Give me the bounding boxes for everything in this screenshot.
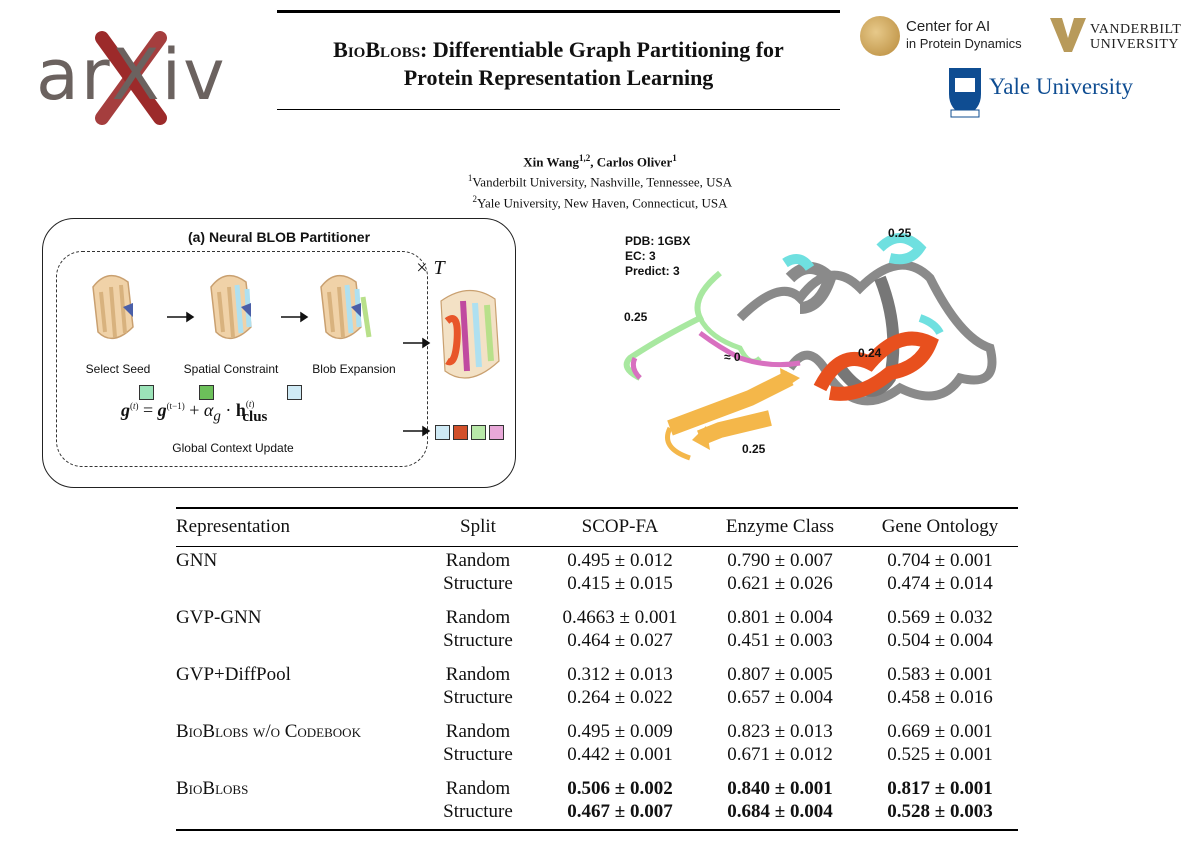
author-1-sup: 1,2 bbox=[579, 153, 591, 163]
panel-a-title: (a) Neural BLOB Partitioner bbox=[187, 229, 371, 245]
author-2-sup: 1 bbox=[672, 153, 677, 163]
table-cell-split: Random bbox=[445, 778, 511, 799]
table-cell-go: 0.583 ± 0.001 bbox=[887, 664, 993, 685]
table-cell-ec: 0.671 ± 0.012 bbox=[727, 744, 833, 765]
protein-structure-figure bbox=[600, 218, 1020, 496]
context-square-lightblue bbox=[287, 385, 302, 400]
vu-line1: VANDERBILT bbox=[1090, 22, 1182, 37]
table-cell-rep: BioBlobs w/o Codebook bbox=[176, 721, 361, 742]
table-cell-split: Random bbox=[445, 664, 511, 685]
title-bioblobs: BioBlobs bbox=[333, 37, 421, 62]
table-cell-scop: 0.415 ± 0.015 bbox=[567, 573, 673, 594]
affiliation-1 bbox=[300, 170, 900, 190]
predict-label: Predict: 3 bbox=[625, 264, 680, 278]
table-cell-scop: 0.464 ± 0.027 bbox=[567, 630, 673, 651]
table-cell-go: 0.474 ± 0.014 bbox=[887, 573, 993, 594]
title-rule-top bbox=[277, 10, 840, 13]
table-cell-split: Random bbox=[445, 607, 511, 628]
table-cell-scop: 0.495 ± 0.009 bbox=[567, 721, 673, 742]
score-label-cyan: 0.25 bbox=[888, 226, 912, 240]
output-square-green bbox=[471, 425, 486, 440]
table-cell-ec: 0.657 ± 0.004 bbox=[727, 687, 833, 708]
affiliation-2 bbox=[300, 191, 900, 211]
table-cell-go: 0.669 ± 0.001 bbox=[887, 721, 993, 742]
yale-text: Yale University bbox=[989, 74, 1133, 99]
protein-ribbon-illustration bbox=[600, 218, 1020, 496]
protein-thumb-seed bbox=[93, 276, 133, 339]
score-label-orange: 0.24 bbox=[858, 346, 882, 360]
header-representation: Representation bbox=[176, 516, 290, 537]
table-rule-top bbox=[176, 507, 1018, 509]
table-cell-ec: 0.790 ± 0.007 bbox=[727, 550, 833, 571]
pdb-label: PDB: 1GBX bbox=[625, 234, 691, 248]
author-block bbox=[300, 150, 900, 211]
table-cell-ec: 0.451 ± 0.003 bbox=[727, 630, 833, 651]
table-cell-ec: 0.840 ± 0.001 bbox=[727, 778, 833, 799]
table-cell-scop: 0.442 ± 0.001 bbox=[567, 744, 673, 765]
table-cell-scop: 0.312 ± 0.013 bbox=[567, 664, 673, 685]
table-cell-split: Structure bbox=[443, 573, 513, 594]
table-cell-ec: 0.801 ± 0.004 bbox=[727, 607, 833, 628]
table-cell-go: 0.817 ± 0.001 bbox=[887, 778, 993, 799]
cap-emblem-icon bbox=[860, 16, 900, 56]
arxiv-logo-text: arXiv bbox=[36, 34, 227, 116]
table-cell-scop: 0.264 ± 0.022 bbox=[567, 687, 673, 708]
vu-line2: UNIVERSITY bbox=[1090, 37, 1179, 52]
table-cell-ec: 0.807 ± 0.005 bbox=[727, 664, 833, 685]
title-rule-bottom bbox=[277, 109, 840, 110]
header-enzyme-class: Enzyme Class bbox=[725, 516, 835, 537]
cap-line1: Center for AI bbox=[906, 18, 991, 35]
score-label-yellow: 0.25 bbox=[742, 442, 766, 456]
protein-thumb-expansion bbox=[321, 276, 369, 339]
table-rule-mid bbox=[176, 546, 1018, 547]
table-cell-go: 0.504 ± 0.004 bbox=[887, 630, 993, 651]
context-square-green bbox=[199, 385, 214, 400]
title-line2: Protein Representation Learning bbox=[403, 65, 714, 90]
step-label-seed: Select Seed bbox=[85, 362, 151, 376]
aff2-text: Yale University, New Haven, Connecticut, USA bbox=[476, 194, 728, 210]
vanderbilt-text bbox=[1090, 22, 1181, 52]
table-cell-scop: 0.4663 ± 0.001 bbox=[562, 607, 678, 628]
arxiv-logo bbox=[30, 30, 230, 125]
formula-caption: Global Context Update bbox=[172, 441, 294, 455]
table-cell-scop: 0.506 ± 0.002 bbox=[567, 778, 673, 799]
score-label-green: 0.25 bbox=[624, 310, 648, 324]
protein-thumb-spatial bbox=[211, 276, 251, 339]
table-cell-rep: GVP+DiffPool bbox=[176, 664, 291, 685]
table-rule-bottom bbox=[176, 829, 1018, 831]
title-line1-rest: : Differentiable Graph Partitioning for bbox=[420, 37, 784, 62]
output-square-pink bbox=[489, 425, 504, 440]
cap-logo-text bbox=[906, 18, 1022, 52]
author-2: Carlos Oliver bbox=[596, 154, 673, 170]
cap-logo bbox=[860, 14, 1050, 60]
header-gene-ontology: Gene Ontology bbox=[881, 516, 999, 537]
arrow-icon bbox=[403, 339, 429, 435]
vanderbilt-logo bbox=[1050, 16, 1195, 56]
table-cell-split: Structure bbox=[443, 801, 513, 822]
author-sep: , bbox=[590, 154, 597, 170]
colored-protein-icon bbox=[441, 290, 499, 378]
context-square-mint bbox=[139, 385, 154, 400]
yale-shield-icon bbox=[945, 64, 985, 120]
step-label-expansion: Blob Expansion bbox=[312, 362, 396, 376]
table-cell-go: 0.525 ± 0.001 bbox=[887, 744, 993, 765]
header-scop-fa: SCOP-FA bbox=[581, 516, 659, 537]
author-1: Xin Wang bbox=[523, 154, 580, 170]
table-cell-rep: GVP-GNN bbox=[176, 607, 262, 628]
table-cell-go: 0.458 ± 0.016 bbox=[887, 687, 993, 708]
aff2-sup: 2 bbox=[472, 193, 477, 204]
table-cell-ec: 0.823 ± 0.013 bbox=[727, 721, 833, 742]
aff1-text: Vanderbilt University, Nashville, Tennessee, USA bbox=[472, 174, 733, 190]
vanderbilt-v-icon bbox=[1050, 16, 1086, 54]
yale-logo bbox=[945, 64, 1145, 124]
table-cell-split: Random bbox=[445, 721, 511, 742]
table-cell-ec: 0.684 ± 0.004 bbox=[727, 801, 833, 822]
table-cell-rep: GNN bbox=[176, 550, 218, 571]
cap-line2: in Protein Dynamics bbox=[906, 36, 1022, 51]
header-split: Split bbox=[460, 516, 496, 537]
author-names bbox=[300, 150, 900, 170]
table-cell-go: 0.569 ± 0.032 bbox=[887, 607, 993, 628]
table-cell-go: 0.704 ± 0.001 bbox=[887, 550, 993, 571]
table-cell-rep: BioBlobs bbox=[176, 778, 249, 799]
table-cell-split: Random bbox=[445, 550, 511, 571]
table-cell-split: Structure bbox=[443, 744, 513, 765]
ec-label: EC: 3 bbox=[625, 249, 656, 263]
partition-steps-illustration bbox=[71, 259, 441, 369]
paper-title bbox=[277, 36, 840, 92]
table-cell-scop: 0.467 ± 0.007 bbox=[567, 801, 673, 822]
table-cell-scop: 0.495 ± 0.012 bbox=[567, 550, 673, 571]
neural-blob-partitioner-panel bbox=[42, 218, 516, 488]
repeat-times-t: × T bbox=[415, 257, 445, 279]
table-cell-split: Structure bbox=[443, 687, 513, 708]
table-cell-split: Structure bbox=[443, 630, 513, 651]
output-square-blue bbox=[435, 425, 450, 440]
step-label-spatial: Spatial Constraint bbox=[183, 362, 279, 376]
global-context-formula: $g^{(t)} = g^{(t-1)} + \alpha_g \cdot h^{(t)}_{clus}$ bbox=[121, 399, 268, 425]
score-label-pink: ≈ 0 bbox=[724, 350, 741, 364]
table-cell-go: 0.528 ± 0.003 bbox=[887, 801, 993, 822]
output-square-orange bbox=[453, 425, 468, 440]
aff1-sup: 1 bbox=[467, 173, 473, 184]
table-cell-ec: 0.621 ± 0.026 bbox=[727, 573, 833, 594]
